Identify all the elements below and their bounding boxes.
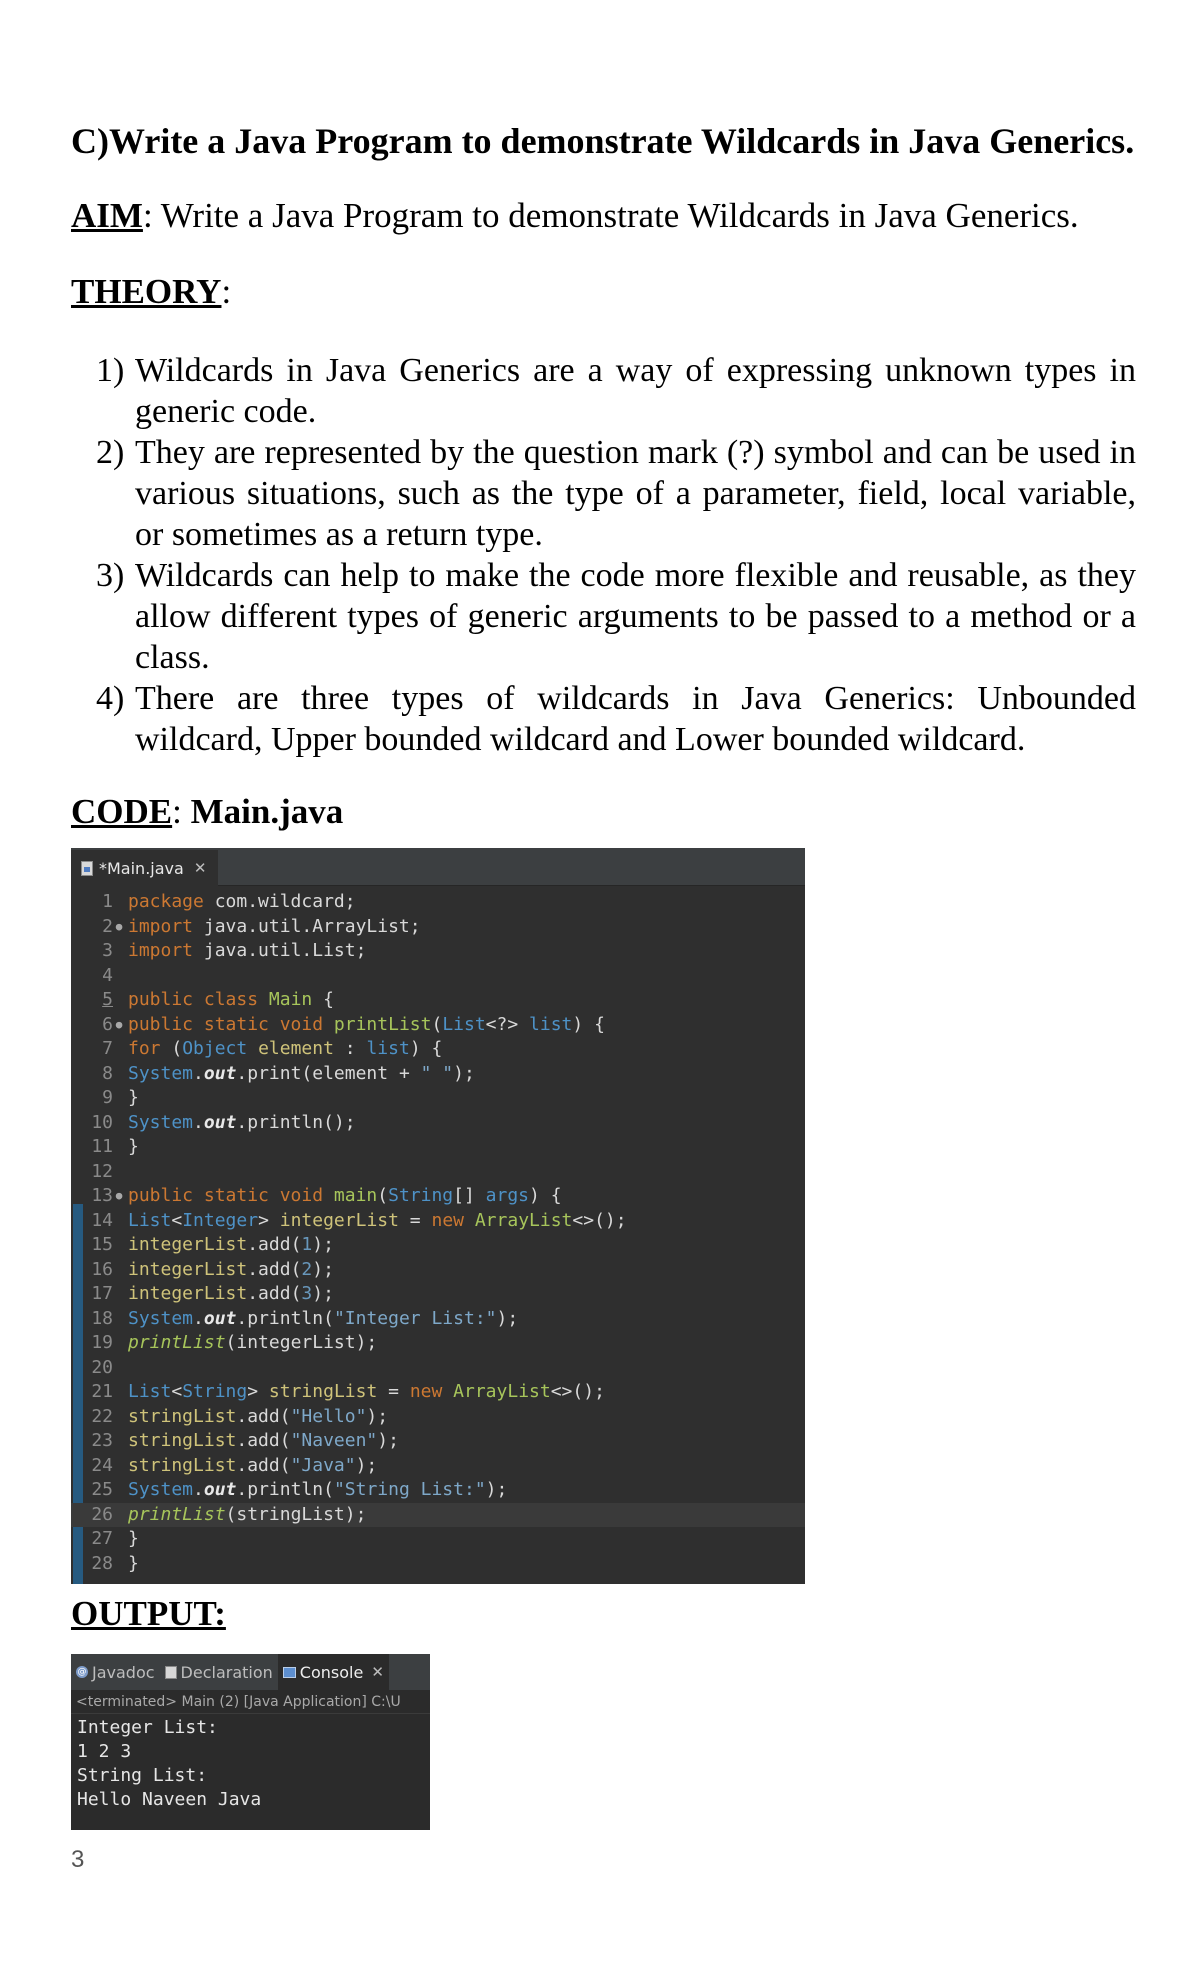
line-number: 6	[102, 1013, 113, 1035]
line-number: 20	[91, 1356, 113, 1378]
code-line	[71, 1209, 805, 1234]
tab-console[interactable]	[278, 1654, 389, 1690]
line-number: 2	[102, 915, 113, 937]
close-icon[interactable]: ✕	[193, 859, 207, 877]
code-label: CODE	[71, 792, 173, 831]
console-screenshot	[71, 1654, 430, 1830]
line-number: 26	[91, 1503, 113, 1525]
aim-text: : Write a Java Program to demonstrate Wildcards in Java Generics.	[142, 196, 1079, 235]
code-line	[71, 1331, 805, 1356]
console-status: <terminated> Main (2) [Java Application] C:\U	[71, 1690, 430, 1714]
theory-list	[96, 350, 1136, 760]
theory-item	[96, 678, 1136, 760]
theory-item-number: 4)	[96, 680, 125, 717]
line-number: 25	[91, 1479, 113, 1500]
output-heading: OUTPUT:	[71, 1594, 226, 1633]
tab-javadoc[interactable]	[71, 1654, 160, 1690]
editor-tabbar	[71, 848, 805, 886]
code-editor-screenshot	[71, 848, 805, 1584]
code-line	[71, 1478, 805, 1503]
console-icon	[283, 1667, 296, 1678]
code-line	[71, 915, 805, 940]
code-text: }	[128, 1528, 139, 1549]
theory-label: THEORY	[71, 272, 222, 311]
code-text: }	[128, 1136, 139, 1157]
line-number: 13	[91, 1185, 113, 1206]
line-number: 9	[102, 1087, 113, 1108]
line-number: 17	[91, 1283, 113, 1304]
line-number: 4	[102, 964, 113, 986]
code-text: printList(stringList);	[128, 1503, 367, 1525]
console-line: 1 2 3	[77, 1741, 132, 1762]
code-text: stringList.add("Java");	[128, 1454, 378, 1476]
line-number: 21	[91, 1381, 113, 1402]
code-text: package com.wildcard;	[128, 891, 356, 912]
aim-paragraph	[71, 196, 1079, 236]
theory-colon: :	[221, 272, 232, 311]
code-text: List<Integer> integerList = new ArrayList<>();	[128, 1209, 627, 1231]
code-text: public class Main {	[128, 989, 334, 1010]
code-text: System.out.println("String List:");	[128, 1479, 508, 1500]
code-text: System.out.print(element + " ");	[128, 1062, 475, 1084]
code-text: import java.util.ArrayList;	[128, 915, 421, 937]
theory-item	[96, 555, 1136, 678]
code-line	[71, 988, 805, 1013]
code-line	[71, 1380, 805, 1405]
console-line: Integer List:	[77, 1717, 218, 1738]
code-filename: Main.java	[190, 792, 344, 831]
code-line	[71, 1160, 805, 1185]
theory-item-number: 3)	[96, 557, 125, 594]
code-line	[71, 939, 805, 964]
code-line	[71, 1086, 805, 1111]
code-text: public static void main(String[] args) {	[128, 1185, 562, 1206]
console-output	[71, 1714, 430, 1812]
line-number: 22	[91, 1405, 113, 1427]
code-text: List<String> stringList = new ArrayList<>();	[128, 1381, 605, 1402]
fold-icon[interactable]: ●	[115, 1189, 123, 1202]
console-line: String List:	[77, 1765, 208, 1786]
code-body	[71, 886, 805, 1576]
line-number: 7	[102, 1038, 113, 1059]
code-line	[71, 1429, 805, 1454]
theory-item-text: There are three types of wildcards in Java Generics: Unbounded wildcard, Upper bounded wildcard and Lower bounded wildcard.	[135, 680, 1136, 758]
line-number: 14	[91, 1209, 113, 1231]
page-title: C)Write a Java Program to demonstrate Wildcards in Java Generics.	[71, 121, 1135, 161]
fold-icon[interactable]: ●	[115, 919, 123, 933]
tab-label: Javadoc	[92, 1662, 155, 1682]
code-text: stringList.add("Hello");	[128, 1405, 389, 1427]
code-line	[71, 890, 805, 915]
code-line-current	[71, 1503, 805, 1528]
line-number: 10	[91, 1111, 113, 1133]
code-text: import java.util.List;	[128, 940, 367, 961]
console-line: Hello Naveen Java	[77, 1789, 262, 1810]
close-icon[interactable]: ✕	[371, 1663, 384, 1681]
code-line	[71, 1356, 805, 1381]
code-text: integerList.add(3);	[128, 1283, 334, 1304]
line-number: 12	[91, 1160, 113, 1182]
theory-item	[96, 432, 1136, 555]
code-separator: :	[172, 792, 191, 831]
tab-declaration[interactable]	[160, 1654, 278, 1690]
java-file-icon	[81, 861, 93, 876]
line-number: 5	[102, 989, 113, 1010]
line-number: 8	[102, 1062, 113, 1084]
code-line	[71, 1013, 805, 1038]
code-line	[71, 1233, 805, 1258]
line-number: 24	[91, 1454, 113, 1476]
code-line	[71, 1037, 805, 1062]
code-text: }	[128, 1087, 139, 1108]
line-number: 11	[91, 1136, 113, 1157]
line-number: 19	[91, 1332, 113, 1353]
code-text: printList(integerList);	[128, 1332, 378, 1353]
code-text: for (Object element : list) {	[128, 1038, 443, 1059]
code-line	[71, 964, 805, 989]
page-number: 3	[71, 1846, 85, 1873]
code-text: System.out.println("Integer List:");	[128, 1307, 519, 1329]
editor-tab-label: *Main.java	[99, 858, 184, 878]
javadoc-icon: @	[77, 1667, 87, 1677]
theory-heading	[71, 272, 231, 312]
declaration-icon	[165, 1666, 177, 1679]
theory-item-text: Wildcards can help to make the code more flexible and reusable, as they allow different types of generic arguments to be passed to a method or a class.	[135, 557, 1136, 676]
line-number: 28	[91, 1552, 113, 1574]
code-line	[71, 1405, 805, 1430]
theory-item-text: They are represented by the question mark (?) symbol and can be used in various situations, such as the type of a parameter, field, local variable, or sometimes as a return type.	[135, 434, 1136, 553]
tab-label: Declaration	[180, 1662, 273, 1682]
console-tabbar	[71, 1654, 430, 1690]
line-number: 15	[91, 1234, 113, 1255]
code-heading	[71, 792, 343, 832]
line-number: 3	[102, 940, 113, 961]
aim-label: AIM	[71, 196, 143, 235]
theory-item-text: Wildcards in Java Generics are a way of expressing unknown types in generic code.	[135, 352, 1136, 430]
code-line	[71, 1258, 805, 1283]
code-text: public static void printList(List<?> list) {	[128, 1013, 605, 1035]
code-line	[71, 1062, 805, 1087]
theory-item	[96, 350, 1136, 432]
code-line	[71, 1282, 805, 1307]
line-number: 27	[91, 1528, 113, 1549]
code-text: System.out.println();	[128, 1111, 356, 1133]
line-number: 23	[91, 1430, 113, 1451]
code-text: }	[128, 1552, 139, 1574]
theory-item-number: 2)	[96, 434, 125, 471]
code-text: integerList.add(1);	[128, 1234, 334, 1255]
code-line	[71, 1454, 805, 1479]
code-line	[71, 1135, 805, 1160]
line-number: 18	[91, 1307, 113, 1329]
line-number: 1	[102, 891, 113, 912]
code-text: stringList.add("Naveen");	[128, 1430, 399, 1451]
code-line	[71, 1552, 805, 1577]
fold-icon[interactable]: ●	[115, 1017, 123, 1031]
line-number: 16	[91, 1258, 113, 1280]
code-line	[71, 1307, 805, 1332]
code-line	[71, 1111, 805, 1136]
editor-tab-main-java[interactable]	[71, 850, 218, 886]
code-line	[71, 1527, 805, 1552]
code-text: integerList.add(2);	[128, 1258, 334, 1280]
theory-item-number: 1)	[96, 352, 125, 389]
tab-label: Console	[299, 1662, 364, 1682]
code-line	[71, 1184, 805, 1209]
